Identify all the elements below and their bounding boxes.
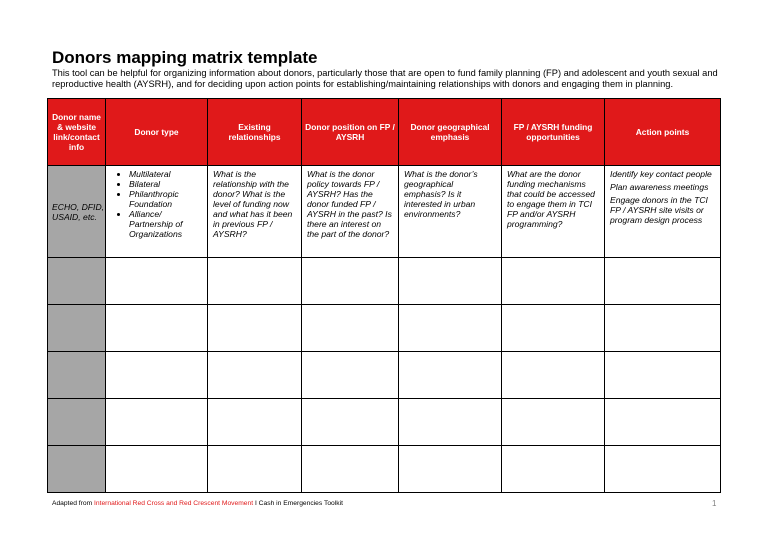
empty-cell xyxy=(302,305,399,352)
footer-prefix: Adapted from xyxy=(52,500,95,507)
funding-opportunities-cell: What are the donor funding mechanisms that could be accessed to engage them in TCI FP and/or AYSRH programming? xyxy=(502,166,605,258)
empty-cell xyxy=(605,352,721,399)
empty-cell xyxy=(208,352,302,399)
list-item: • Bilateral xyxy=(129,179,203,189)
header-donor-name: Donor name & website link/contact info xyxy=(48,99,106,166)
action-point: Plan awareness meetings xyxy=(610,182,709,192)
empty-cell xyxy=(605,305,721,352)
empty-cell xyxy=(48,399,106,446)
empty-cell xyxy=(502,352,605,399)
empty-cell xyxy=(399,446,502,493)
table-row xyxy=(48,446,721,493)
donors-matrix-table xyxy=(47,98,721,493)
empty-cell xyxy=(208,446,302,493)
intro-paragraph: This tool can be helpful for organizing information about donors, particularly those that are open to fund family planning (FP) and adolescent and youth sexual and reproductive health (AYSRH), and for deciding upon action points for establishing/maintaining relationships with donors and engaging them in planning. xyxy=(52,68,718,89)
empty-cell xyxy=(302,399,399,446)
empty-cell xyxy=(605,399,721,446)
footer-suffix: I Cash in Emergencies Toolkit xyxy=(253,500,343,507)
action-points-cell xyxy=(605,166,721,258)
empty-cell xyxy=(502,258,605,305)
empty-cell xyxy=(605,446,721,493)
empty-cell xyxy=(399,352,502,399)
donor-cell: ECHO, DFID, USAID, etc. xyxy=(48,166,106,258)
empty-cell xyxy=(48,446,106,493)
empty-cell xyxy=(302,446,399,493)
empty-cell xyxy=(605,258,721,305)
empty-cell xyxy=(502,305,605,352)
table-row xyxy=(48,305,721,352)
donor-position-cell: What is the donor policy towards FP / AYSRH? Has the donor funded FP / AYSRH in the past? Is there an interest on the part of the donor? xyxy=(302,166,399,258)
empty-cell xyxy=(302,352,399,399)
empty-cell xyxy=(399,399,502,446)
empty-cell xyxy=(399,258,502,305)
empty-cell xyxy=(399,305,502,352)
list-item: • Philanthropic Foundation xyxy=(129,189,203,209)
donor-type-cell xyxy=(106,166,208,258)
donor-type-list xyxy=(111,169,203,239)
header-funding-opportunities: FP / AYSRH funding opportunities xyxy=(502,99,605,166)
empty-cell xyxy=(106,305,208,352)
page-number: 1 xyxy=(712,499,717,508)
header-donor-type: Donor type xyxy=(106,99,208,166)
empty-cell xyxy=(502,399,605,446)
existing-relationships-cell: What is the relationship with the donor? What is the level of funding now and what has it been in previous FP / AYSRH? xyxy=(208,166,302,258)
empty-cell xyxy=(48,305,106,352)
empty-cell xyxy=(106,352,208,399)
empty-cell xyxy=(48,352,106,399)
empty-cell xyxy=(106,446,208,493)
list-item: • Alliance/ Partnership of Organizations xyxy=(129,209,203,239)
header-row xyxy=(48,99,721,166)
action-point: Engage donors in the TCI FP / AYSRH site visits or program design process xyxy=(610,195,708,225)
list-item: • Multilateral xyxy=(129,169,203,179)
header-donor-position: Donor position on FP / AYSRH xyxy=(302,99,399,166)
table-row xyxy=(48,258,721,305)
empty-cell xyxy=(208,305,302,352)
empty-cell xyxy=(502,446,605,493)
header-geographical-emphasis: Donor geographical emphasis xyxy=(399,99,502,166)
table-row xyxy=(48,166,721,258)
geographical-emphasis-cell: What is the donor’s geographical emphasis? Is it interested in urban environments? xyxy=(399,166,502,258)
footer-attribution xyxy=(52,500,343,507)
header-existing-relationships: Existing relationships xyxy=(208,99,302,166)
empty-cell xyxy=(106,258,208,305)
empty-cell xyxy=(106,399,208,446)
footer-source-link[interactable]: International Red Cross and Red Crescent Movement xyxy=(94,500,254,507)
empty-cell xyxy=(208,258,302,305)
empty-cell xyxy=(302,258,399,305)
empty-cell xyxy=(48,258,106,305)
action-point: Identify key contact people xyxy=(610,169,712,179)
empty-cell xyxy=(208,399,302,446)
table-row xyxy=(48,399,721,446)
table-row xyxy=(48,352,721,399)
header-action-points: Action points xyxy=(605,99,721,166)
page-title: Donors mapping matrix template xyxy=(52,48,318,67)
